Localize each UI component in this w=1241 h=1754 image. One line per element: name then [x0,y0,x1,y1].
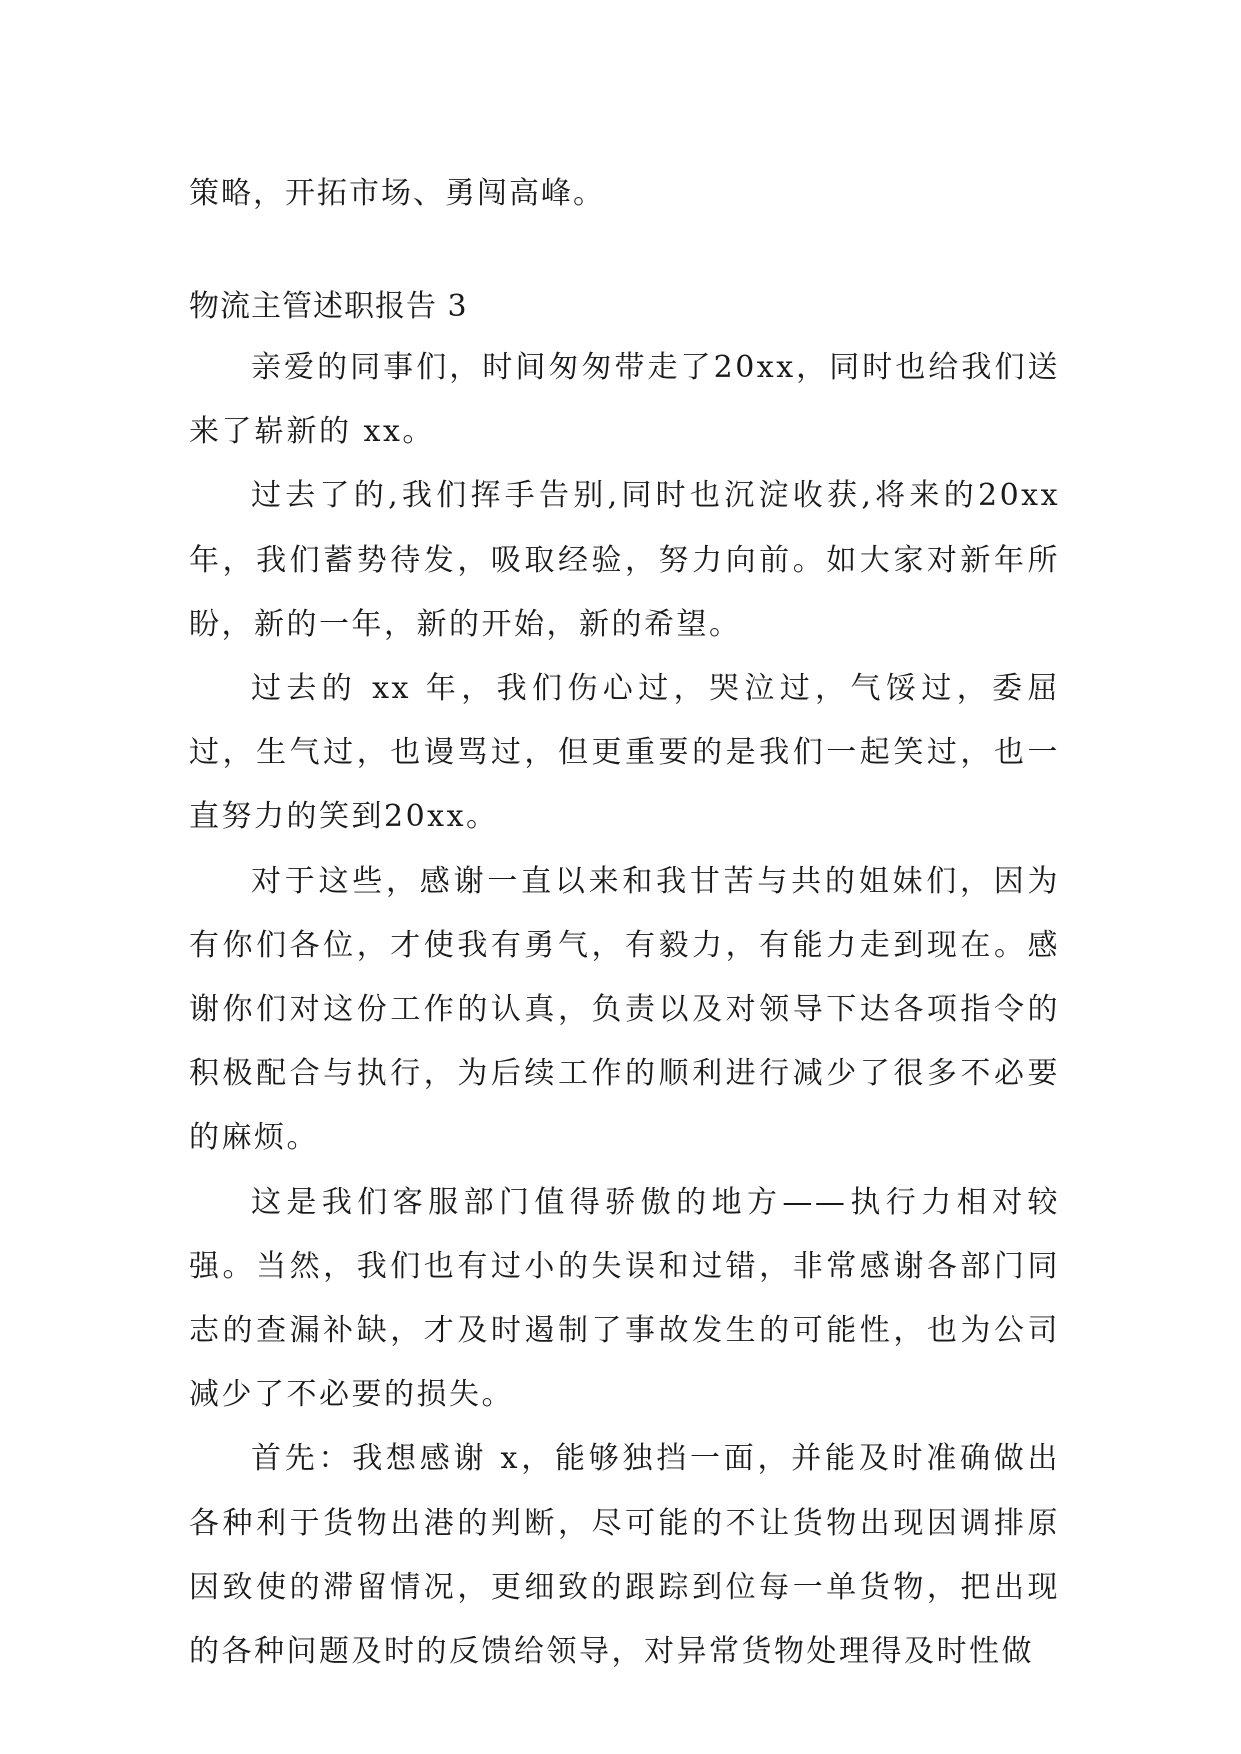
paragraph-first-thanks: 首先：我想感谢 x，能够独挡一面，并能及时准确做出各种利于货物出港的判断，尽可能的不让货物出现因调排原因致使的滞留情况，更细致的跟踪到位每一单货物，把出现的各种问题及时的反馈给领导，对异常货物处理得及时性做 [189,1441,1060,1670]
paragraph-thanks-team: 对于这些，感谢一直以来和我甘苦与共的姐妹们，因为有你们各位，才使我有勇气，有毅力，有能力走到现在。感谢你们对这份工作的认真，负责以及对领导下达各项指令的积极配合与执行，为后续工作的顺利进行减少了很多不必要的麻烦。 [189,863,1060,1156]
paragraph-department-pride: 这是我们客服部门值得骄傲的地方——执行力相对较强。当然，我们也有过小的失误和过错，非常感谢各部门同志的查漏补缺，才及时遏制了事故发生的可能性，也为公司减少了不必要的损失。 [189,1184,1060,1413]
paragraph-greeting: 亲爱的同事们，时间匆匆带走了20xx，同时也给我们送来了崭新的 xx。 [189,350,1060,450]
paragraph-past-year: 过去的 xx 年，我们伤心过，哭泣过，气馁过，委屈过，生气过，也谩骂过，但更重要的是我们一起笑过，也一直努力的笑到20xx。 [189,671,1060,835]
report-body [189,336,1060,1684]
document-page [189,0,1060,1754]
continued-text-line: 策略，开拓市场、勇闯高峰。 [189,176,605,211]
section-title: 物流主管述职报告 3 [189,289,468,324]
paragraph-farewell: 过去了的,我们挥手告别,同时也沉淀收获,将来的20xx年，我们蓄势待发，吸取经验，努力向前。如大家对新年所盼，新的一年，新的开始，新的希望。 [189,478,1060,642]
